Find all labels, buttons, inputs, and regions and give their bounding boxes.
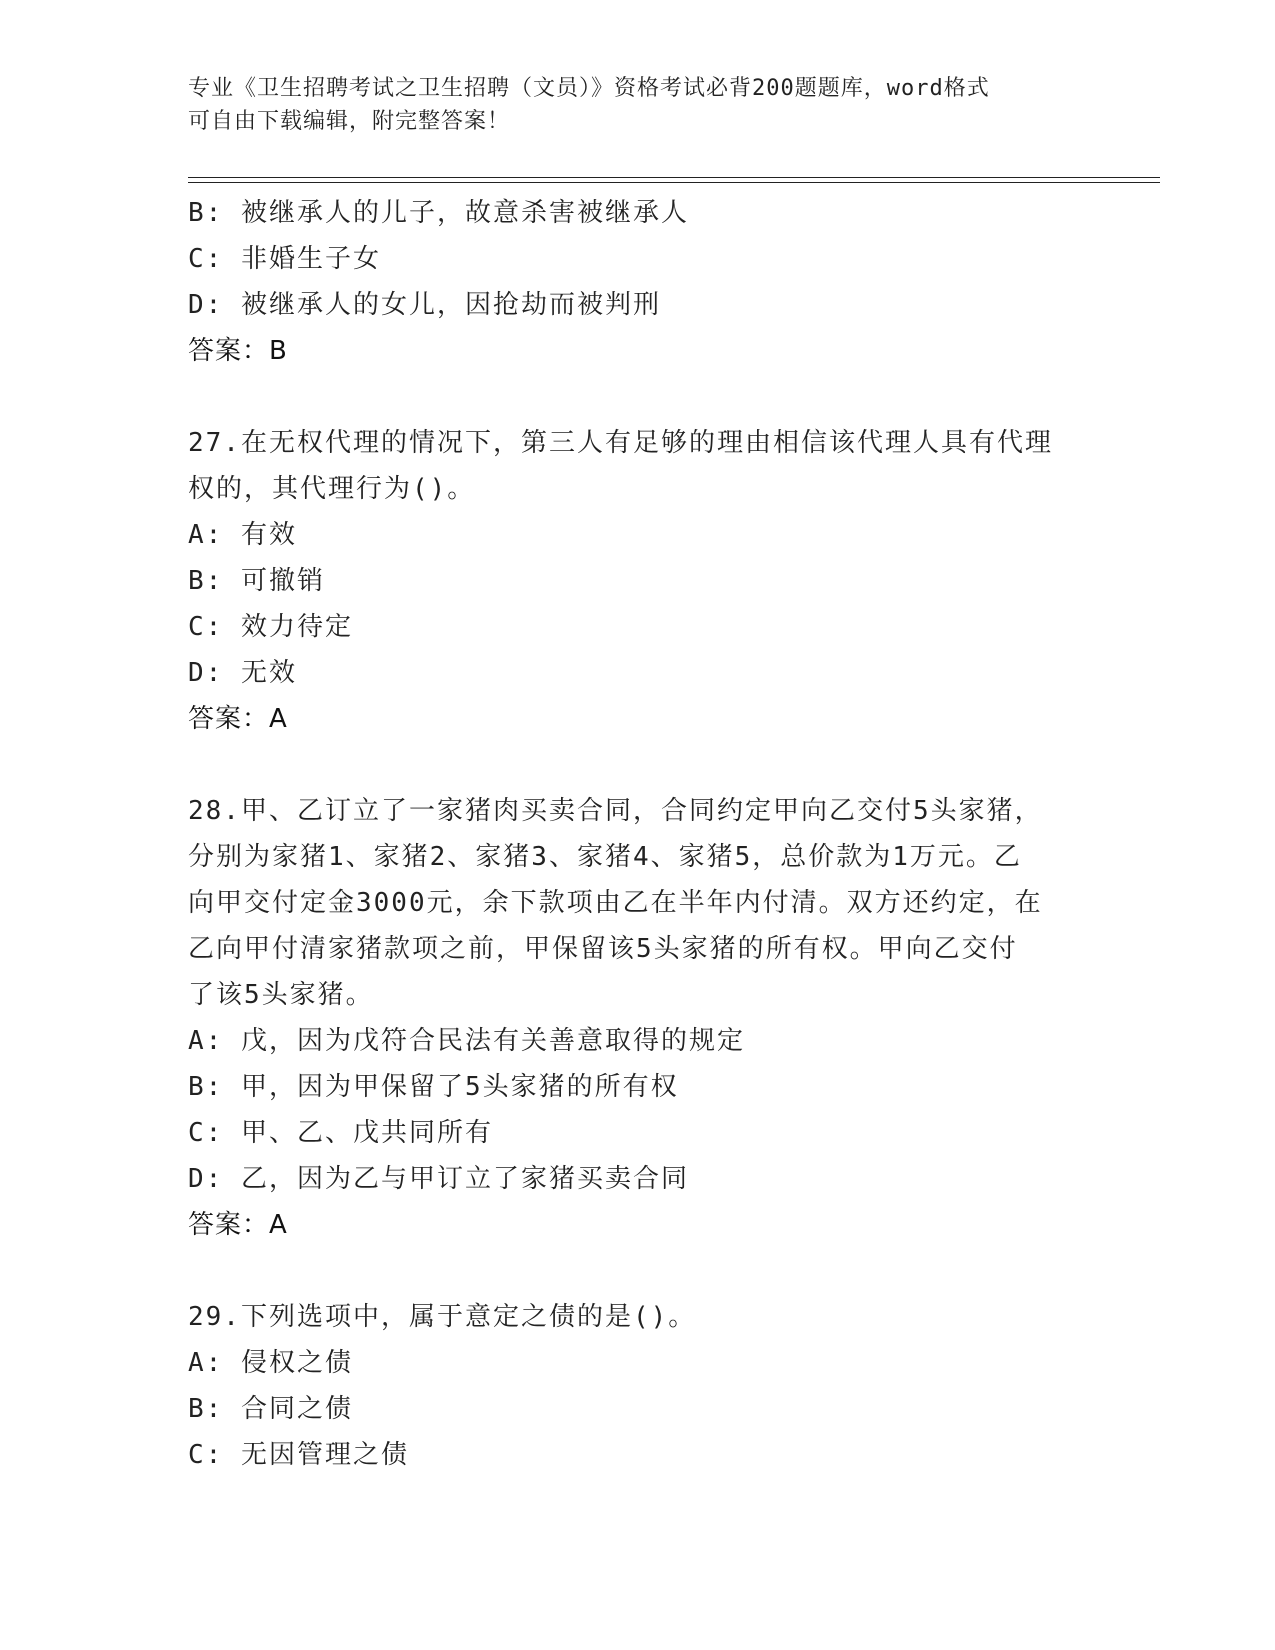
answer: 答案：A [188,704,288,734]
question-27 [188,420,1088,742]
question-stem: 29.下列选项中，属于意定之债的是()。 [188,1302,697,1332]
question-stem: 权的，其代理行为()。 [188,474,476,504]
question-stem: 了该5头家猪。 [188,980,374,1010]
option-c: C: 无因管理之债 [188,1440,409,1470]
question-28 [188,788,1088,1248]
option-c: C: 非婚生子女 [188,244,381,274]
question-list [188,190,1088,1478]
question-29 [188,1294,1088,1478]
answer: 答案：B [188,336,288,366]
spacer [188,1248,1088,1294]
option-d: D: 被继承人的女儿，因抢劫而被判刑 [188,290,661,320]
document-header [188,72,1088,138]
option-a: A: 有效 [188,520,297,550]
option-b: B: 被继承人的儿子，故意杀害被继承人 [188,198,689,228]
option-b: B: 甲，因为甲保留了5头家猪的所有权 [188,1072,679,1102]
question-stem: 27.在无权代理的情况下，第三人有足够的理由相信该代理人具有代理 [188,428,1053,458]
spacer [188,374,1088,420]
header-line-1: 专业《卫生招聘考试之卫生招聘（文员）》资格考试必背200题题库，word格式 [188,76,990,101]
question-stem: 向甲交付定金3000元，余下款项由乙在半年内付清。双方还约定，在 [188,888,1043,918]
header-divider-bottom [188,182,1160,183]
question-stem: 分别为家猪1、家猪2、家猪3、家猪4、家猪5，总价款为1万元。乙 [188,842,1022,872]
question-stem: 28.甲、乙订立了一家猪肉买卖合同，合同约定甲向乙交付5头家猪， [188,796,1043,826]
option-c: C: 效力待定 [188,612,353,642]
option-c: C: 甲、乙、戊共同所有 [188,1118,493,1148]
question-stem: 乙向甲付清家猪款项之前，甲保留该5头家猪的所有权。甲向乙交付 [188,934,1018,964]
option-d: D: 乙，因为乙与甲订立了家猪买卖合同 [188,1164,689,1194]
option-b: B: 可撤销 [188,566,325,596]
option-b: B: 合同之债 [188,1394,353,1424]
answer: 答案：A [188,1210,288,1240]
question-26 [188,190,1088,374]
header-line-2: 可自由下载编辑，附完整答案！ [188,109,511,134]
header-divider-top [188,177,1160,178]
option-a: A: 侵权之债 [188,1348,353,1378]
spacer [188,742,1088,788]
option-a: A: 戊，因为戊符合民法有关善意取得的规定 [188,1026,745,1056]
option-d: D: 无效 [188,658,297,688]
